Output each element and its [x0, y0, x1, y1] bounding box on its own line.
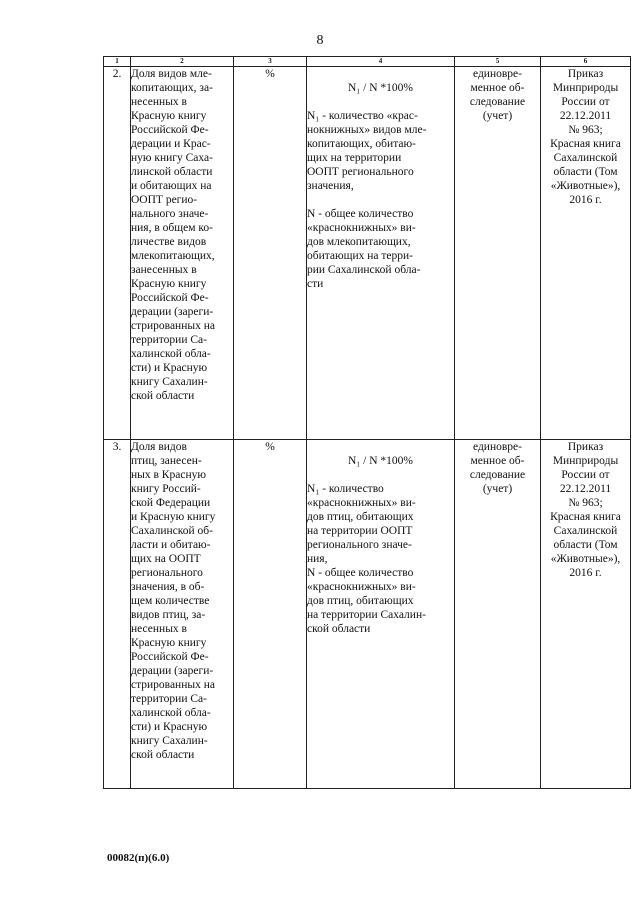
indicator-name-line: территории Са- [131, 334, 207, 346]
indicator-name-line: Красную книгу [131, 637, 207, 649]
formula-definition-line: N - общее количество [307, 208, 414, 220]
periodicity-line: следование [469, 469, 526, 481]
formula: N₁ / N *100% [347, 455, 414, 467]
indicator-name-line: ской области [131, 390, 195, 402]
indicator-name-line: Российской Фе- [131, 292, 209, 304]
row-number: 2. [104, 67, 131, 440]
table-row [104, 67, 631, 440]
periodicity-line: следование [469, 96, 526, 108]
column-number: 3 [234, 57, 307, 67]
formula-definition-line: ской области [307, 623, 371, 635]
formula-definition-line: ООПТ регионального [307, 166, 414, 178]
source-line: Красная книга [550, 138, 621, 150]
column-number-row [104, 57, 631, 67]
indicator-name-line: ную книгу Саха- [131, 152, 213, 164]
indicator-name-line: книгу Россий- [131, 483, 201, 495]
formula-definition-line: обитающих на терри- [307, 250, 413, 262]
indicator-name-line: ных в Красную [131, 469, 206, 481]
source-line: Сахалинской [553, 152, 618, 164]
periodicity-cell [455, 67, 541, 440]
source-cell [541, 67, 631, 440]
source-cell [541, 440, 631, 789]
source-line: 2016 г. [569, 567, 602, 579]
indicator-name-line: Доля видов мле- [131, 68, 212, 80]
source-line: 2016 г. [569, 194, 602, 206]
formula-definition-line: рии Сахалинской обла- [307, 264, 421, 276]
indicators-table [103, 56, 631, 789]
indicator-name-line: Красную книгу [131, 278, 207, 290]
periodicity-line: единовре- [473, 441, 522, 453]
indicator-name-line: стрированных на [131, 679, 215, 691]
indicator-name-cell [131, 440, 234, 789]
indicator-name-line: млекопитающих, [131, 250, 215, 262]
indicator-name-line: ской области [131, 749, 195, 761]
indicator-name-line: нального значе- [131, 208, 209, 220]
indicator-name-line: ласти и обитаю- [131, 539, 211, 551]
source-line: 22.12.2011 [559, 483, 612, 495]
formula-definition-line: на территории ООПТ [307, 525, 413, 537]
indicator-name-line: несенных в [131, 96, 187, 108]
indicator-name-line: территории Са- [131, 693, 207, 705]
periodicity-cell [455, 440, 541, 789]
source-line: Красная книга [550, 511, 621, 523]
formula-definition-line: «краснокнижных» ви- [307, 581, 416, 593]
periodicity-line: менное об- [470, 455, 525, 467]
formula-definition-line: ния, [307, 553, 328, 565]
document-code: 00082(п)(6.0) [107, 852, 170, 864]
formula-definition-line: дов млекопитающих, [307, 236, 411, 248]
indicator-name-line: несенных в [131, 623, 187, 635]
unit-cell: % [234, 67, 307, 440]
indicator-name-line: халинской обла- [131, 348, 211, 360]
indicator-name-line: видов птиц, за- [131, 609, 206, 621]
indicator-name-line: линской области [131, 166, 213, 178]
indicator-name-line: сти) и Красную [131, 721, 208, 733]
unit-cell: % [234, 440, 307, 789]
source-line: Приказ [567, 68, 604, 80]
indicator-name-line: книгу Сахалин- [131, 376, 208, 388]
column-number: 1 [104, 57, 131, 67]
indicator-name-line: копитающих, за- [131, 82, 213, 94]
indicator-name-line: дерации (зареги- [131, 665, 214, 677]
table-row [104, 440, 631, 789]
indicator-name-line: и обитающих на [131, 180, 212, 192]
row-number: 3. [104, 440, 131, 789]
source-line: Сахалинской [553, 525, 618, 537]
source-line: области (Том [553, 539, 618, 551]
source-line: № 963; [568, 497, 603, 509]
source-line: области (Том [553, 166, 618, 178]
formula-definition-line: сти [307, 278, 324, 290]
page-number: 8 [316, 33, 324, 48]
formula-definition-line: щих на территории [307, 152, 402, 164]
indicator-name-line: регионального [131, 567, 203, 579]
indicator-name-line: Российской Фе- [131, 124, 209, 136]
indicator-name-line: халинской обла- [131, 707, 211, 719]
formula-definition-line: дов птиц, обитающих [307, 595, 414, 607]
indicator-name-line: дерации и Крас- [131, 138, 211, 150]
calculation-method-cell [307, 67, 455, 440]
indicator-name-line: сти) и Красную [131, 362, 208, 374]
source-line: Приказ [567, 441, 604, 453]
formula-definition-line: N₁ - количество «крас- [307, 110, 418, 122]
source-line: России от [561, 469, 610, 481]
formula-definition-line: регионального значе- [307, 539, 412, 551]
source-line: № 963; [568, 124, 603, 136]
periodicity-line: (учет) [482, 483, 513, 495]
periodicity-line: единовре- [473, 68, 522, 80]
column-number: 6 [541, 57, 631, 67]
source-line: России от [561, 96, 610, 108]
indicator-name-line: щем количестве [131, 595, 210, 607]
indicator-name-line: личестве видов [131, 236, 207, 248]
indicator-name-cell [131, 67, 234, 440]
source-line: «Животные»), [550, 553, 621, 565]
indicator-name-line: Российской Фе- [131, 651, 209, 663]
calculation-method-cell [307, 440, 455, 789]
formula-definition-line: нокнижных» видов мле- [307, 124, 427, 136]
source-line: Минприроды [552, 82, 619, 94]
indicator-name-line: Сахалинской об- [131, 525, 213, 537]
formula-definition-line: N₁ - количество [307, 483, 384, 495]
formula-definition-line: копитающих, обитаю- [307, 138, 416, 150]
indicator-name-line: книгу Сахалин- [131, 735, 208, 747]
formula-definition-line: «краснокнижных» ви- [307, 222, 416, 234]
indicator-name-line: Доля видов [131, 441, 187, 453]
source-line: «Животные»), [550, 180, 621, 192]
periodicity-line: (учет) [482, 110, 513, 122]
formula-definition-line: «краснокнижных» ви- [307, 497, 416, 509]
indicator-name-line: ООПТ регио- [131, 194, 198, 206]
column-number: 4 [307, 57, 455, 67]
source-line: 22.12.2011 [559, 110, 612, 122]
indicator-name-line: ской Федерации [131, 497, 211, 509]
indicator-name-line: значения, в об- [131, 581, 205, 593]
indicator-name-line: и Красную книгу [131, 511, 216, 523]
formula: N₁ / N *100% [347, 82, 414, 94]
formula-definition-line: дов птиц, обитающих [307, 511, 414, 523]
indicator-name-line: стрированных на [131, 320, 215, 332]
indicator-name-line: Красную книгу [131, 110, 207, 122]
indicator-name-line: птиц, занесен- [131, 455, 202, 467]
formula-definition-line: на территории Сахалин- [307, 609, 426, 621]
periodicity-line: менное об- [470, 82, 525, 94]
indicator-name-line: занесенных в [131, 264, 197, 276]
column-number: 5 [455, 57, 541, 67]
formula-definition-line: значения, [307, 180, 354, 192]
indicator-name-line: ния, в общем ко- [131, 222, 213, 234]
indicator-name-line: щих на ООПТ [131, 553, 201, 565]
formula-definition-line: N - общее количество [307, 567, 414, 579]
column-number: 2 [131, 57, 234, 67]
source-line: Минприроды [552, 455, 619, 467]
indicator-name-line: дерации (зареги- [131, 306, 214, 318]
